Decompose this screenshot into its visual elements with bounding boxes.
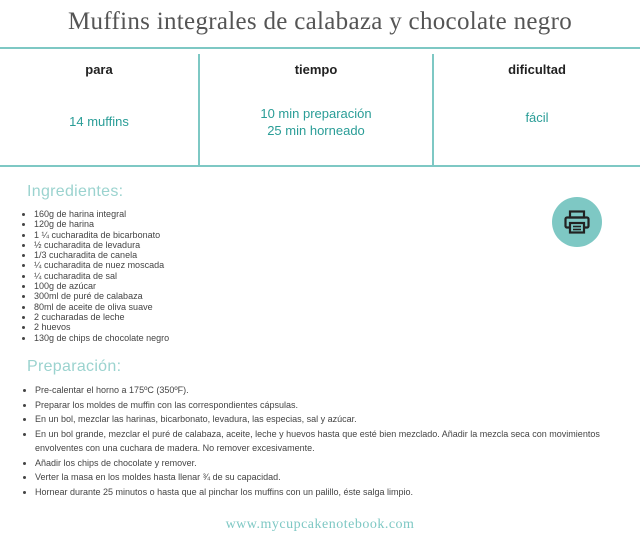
ingredients-heading: Ingredientes: bbox=[27, 183, 124, 200]
list-item: • 80ml de aceite de oliva suave bbox=[34, 302, 169, 312]
servings-label: para bbox=[85, 62, 113, 77]
list-item: • Pre-calentar el horno a 175ºC (350ºF). bbox=[35, 383, 635, 398]
list-item: • ¼ cucharadita de nuez moscada bbox=[34, 260, 169, 270]
list-item: • Añadir los chips de chocolate y remover. bbox=[35, 456, 635, 471]
list-item: • 2 huevos bbox=[34, 322, 169, 332]
list-item: • 120g de harina bbox=[34, 219, 169, 229]
bake-time-value: 25 min horneado bbox=[267, 123, 365, 138]
list-item: • 2 cucharadas de leche bbox=[34, 312, 169, 322]
list-item: • Preparar los moldes de muffin con las correspondientes cápsulas. bbox=[35, 398, 635, 413]
top-divider bbox=[0, 47, 640, 49]
list-item: • 130g de chips de chocolate negro bbox=[34, 333, 169, 343]
print-button[interactable] bbox=[552, 197, 602, 247]
time-label: tiempo bbox=[294, 62, 338, 77]
list-item: • ¼ cucharadita de sal bbox=[34, 271, 169, 281]
difficulty-value: fácil bbox=[525, 110, 549, 125]
list-item: • 100g de azúcar bbox=[34, 281, 169, 291]
difficulty-label: dificultad bbox=[508, 62, 566, 77]
list-item: • Hornear durante 25 minutos o hasta que al pinchar los muffins con un palillo, éste salga limpio. bbox=[35, 485, 635, 500]
info-time bbox=[200, 62, 432, 138]
list-item: • 1/3 cucharadita de canela bbox=[34, 250, 169, 260]
info-servings bbox=[0, 62, 198, 129]
footer-website: www.mycupcakenotebook.com bbox=[225, 517, 415, 532]
list-item: • Verter la masa en los moldes hasta llenar ¾ de su capacidad. bbox=[35, 470, 635, 485]
list-item: • 1 ¼ cucharadita de bicarbonato bbox=[34, 230, 169, 240]
list-item: • En un bol, mezclar las harinas, bicarbonato, levadura, las especias, sal y azúcar. bbox=[35, 412, 635, 427]
list-item: • 160g de harina integral bbox=[34, 209, 169, 219]
servings-value: 14 muffins bbox=[69, 114, 129, 129]
list-item: • ½ cucharadita de levadura bbox=[34, 240, 169, 250]
list-item: • En un bol grande, mezclar el puré de calabaza, aceite, leche y huevos hasta que esté bien mezclado. Añadir la mezcla seca con movimientos envolventes con una cuchara de madera. No remover excesivamente. bbox=[35, 427, 635, 456]
prep-time-value: 10 min preparación bbox=[260, 106, 372, 121]
printer-icon bbox=[564, 210, 590, 234]
info-difficulty bbox=[434, 62, 640, 125]
preparation-heading: Preparación: bbox=[27, 358, 122, 375]
bottom-divider bbox=[0, 165, 640, 167]
ingredients-list bbox=[22, 209, 169, 343]
recipe-title: Muffins integrales de calabaza y chocolate negro bbox=[68, 8, 572, 35]
preparation-list bbox=[22, 383, 635, 499]
list-item: • 300ml de puré de calabaza bbox=[34, 291, 169, 301]
